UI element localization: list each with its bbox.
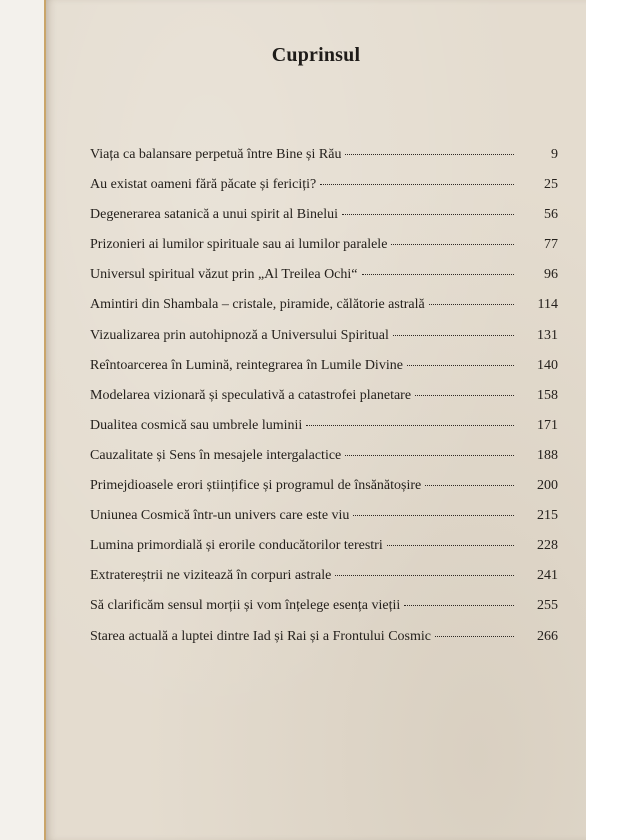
toc-entry [90, 388, 558, 418]
toc-entry-title: Degenerarea satanică a unui spirit al Binelui [90, 207, 339, 223]
toc-entry [90, 237, 558, 267]
toc-entry [90, 267, 558, 297]
toc-entry-page: 188 [537, 447, 558, 463]
dot-leader [435, 636, 514, 637]
toc-entry-page: 171 [537, 417, 558, 433]
toc-entry-title: Prizonieri ai lumilor spirituale sau ai lumilor paralele [90, 237, 388, 253]
dot-leader [425, 485, 514, 486]
toc-entry-title: Primejdioasele erori științifice și programul de însănătoșire [90, 478, 422, 494]
page-title: Cuprinsul [271, 44, 361, 66]
toc-entry [90, 478, 558, 508]
toc-entry-title: Au existat oameni fără păcate și fericiți? [90, 177, 317, 193]
toc-entry-title: Să clarificăm sensul morții și vom înțelege esența vieții [90, 598, 401, 614]
toc-entry-page: 200 [537, 478, 558, 494]
toc-entry-title: Uniunea Cosmică într-un univers care este viu [90, 508, 350, 524]
dot-leader [387, 545, 514, 546]
dot-leader [407, 365, 514, 366]
toc-entry [90, 207, 558, 237]
toc-entry-page: 241 [537, 568, 558, 584]
dot-leader [391, 244, 514, 245]
toc-entry [90, 358, 558, 388]
toc-entry-title: Modelarea vizionară și speculativă a catastrofei planetare [90, 387, 412, 403]
toc-entry-page: 266 [537, 628, 558, 644]
toc-entry-title: Cauzalitate și Sens în mesajele intergalactice [90, 447, 342, 463]
dot-leader [429, 304, 514, 305]
toc-entry-title: Starea actuală a luptei dintre Iad și Rai și a Frontului Cosmic [90, 628, 431, 644]
table-of-contents [90, 147, 558, 659]
dot-leader [362, 274, 515, 275]
toc-entry-page: 56 [544, 207, 558, 223]
dot-leader [393, 335, 514, 336]
toc-entry [90, 297, 558, 327]
toc-entry-title: Reîntoarcerea în Lumină, reintegrarea în Lumile Divine [90, 357, 403, 373]
dot-leader [345, 154, 514, 155]
toc-entry-page: 9 [551, 147, 558, 162]
book-page [46, 0, 586, 840]
toc-entry [90, 629, 558, 659]
toc-entry [90, 177, 558, 207]
dot-leader [415, 395, 514, 396]
toc-entry-page: 25 [544, 177, 558, 193]
toc-entry-title: Vizualizarea prin autohipnoză a Universului Spiritual [90, 327, 389, 343]
page-margin [0, 0, 46, 840]
toc-entry [90, 568, 558, 598]
toc-entry-page: 158 [537, 387, 558, 403]
toc-entry-title: Universul spiritual văzut prin „Al Treilea Ochi“ [90, 267, 358, 283]
toc-entry-title: Viața ca balansare perpetuă între Bine și Rău [90, 147, 342, 162]
toc-entry-title: Amintiri din Shambala – cristale, piramide, călătorie astrală [90, 297, 425, 313]
toc-entry-page: 77 [544, 237, 558, 253]
dot-leader [306, 425, 514, 426]
toc-entry [90, 508, 558, 538]
toc-entry-page: 131 [537, 327, 558, 343]
toc-entry [90, 147, 558, 177]
toc-entry-title: Lumina primordială și erorile conducătorilor terestri [90, 538, 383, 554]
toc-entry-page: 140 [537, 357, 558, 373]
toc-entry-page: 215 [537, 508, 558, 524]
toc-entry [90, 598, 558, 628]
toc-entry [90, 418, 558, 448]
toc-entry-page: 228 [537, 538, 558, 554]
dot-leader [353, 515, 514, 516]
toc-entry-page: 114 [537, 297, 558, 313]
toc-entry-title: Extratereștrii ne vizitează în corpuri astrale [90, 568, 332, 584]
toc-entry [90, 328, 558, 358]
toc-entry-title: Dualitea cosmică sau umbrele luminii [90, 417, 303, 433]
dot-leader [320, 184, 514, 185]
dot-leader [335, 575, 514, 576]
toc-entry-page: 96 [544, 267, 558, 283]
dot-leader [342, 214, 514, 215]
toc-entry-page: 255 [537, 598, 558, 614]
toc-entry [90, 448, 558, 478]
dot-leader [345, 455, 514, 456]
dot-leader [404, 605, 514, 606]
toc-entry [90, 538, 558, 568]
